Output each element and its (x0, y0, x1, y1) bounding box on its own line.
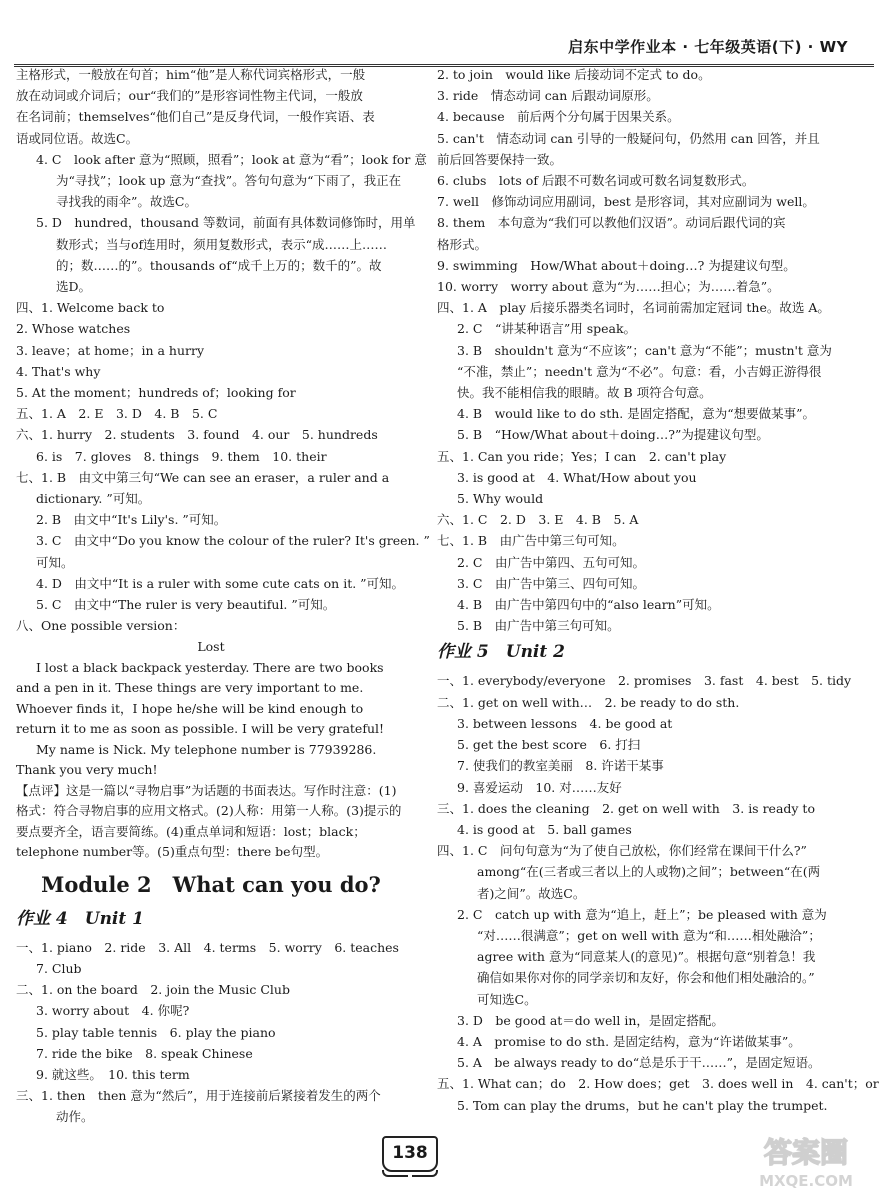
answer-line: 3. ride 情态动词 can 后跟动词原形。 (437, 88, 659, 104)
answer-line: 一、1. everybody/everyone 2. promises 3. fast 4. best 5. tidy (437, 673, 852, 689)
answer-line: 格形式。 (437, 236, 488, 252)
watermark-line2: MXQE.COM (759, 1172, 853, 1190)
right-column (437, 64, 879, 1116)
answer-line: 4. B would like to do sth. 是固定搭配，意为“想要做某事”。 (457, 406, 816, 422)
answer-line: 3. leave；at home；in a hurry (16, 342, 205, 358)
work4-heading: 作业 4 Unit 1 (16, 908, 144, 929)
answer-line: 七、1. B 由文中第三句“We can see an eraser，a ruler and a (16, 469, 390, 485)
answer-line: “不准，禁止”；needn't 意为“不必”。句意：看，小吉姆正游得很 (457, 363, 822, 379)
answer-line: 9. 喜爱运动 10. 对……友好 (457, 779, 622, 795)
answer-line: 5. get the best score 6. 打扫 (457, 737, 641, 753)
answer-line: dictionary. ”可知。 (36, 491, 151, 507)
answer-line: 在名词前；themselves“他们自己”是反身代词，一般作宾语、表 (16, 109, 375, 125)
work5-answers (437, 670, 879, 1115)
answer-line: 动作。 (56, 1109, 94, 1125)
answer-line: 2. B 由文中“It's Lily's. ”可知。 (36, 512, 227, 528)
page-number: 138 (392, 1143, 428, 1163)
left-top-continuation (16, 64, 406, 149)
answer-line: agree with 意为“同意某人(的意见)”。根据句意“别着急！我 (477, 949, 816, 965)
answer-line: 7. 使我们的教室美丽 8. 许诺干某事 (457, 758, 664, 774)
answer-line: 5. D hundred，thousand 等数词，前面有具体数词修饰时，用单 (36, 215, 416, 231)
answer-line: 5. At the moment；hundreds of；looking for (16, 385, 296, 401)
answer-line: 选D。 (56, 279, 92, 295)
answer-line: 5. B 由广告中第三句可知。 (457, 618, 620, 634)
answer-line: 3. C 由文中“Do you know the colour of the ruler? It's green. ” (36, 533, 430, 549)
answer-line: 可知选C。 (477, 991, 537, 1007)
answer-line: 者)之间”。故选C。 (477, 885, 586, 901)
watermark-icon (736, 1128, 876, 1194)
answer-line: 六、1. C 2. D 3. E 4. B 5. A (437, 512, 639, 528)
answer-line: 4. D 由文中“It is a ruler with some cute cats on it. ”可知。 (36, 575, 405, 591)
answer-line: 5. play table tennis 6. play the piano (36, 1024, 276, 1040)
answer-line: 7. well 修饰动词应用副词，best 是形容词，其对应副词为 well。 (437, 194, 815, 210)
answer-line: 三、1. then then 意为“然后”，用于连接前后紧接着发生的两个 (16, 1088, 381, 1104)
answer-line: 4. B 由广告中第四句中的“also learn”可知。 (457, 597, 720, 613)
answer-line: 4. A promise to do sth. 是固定结构，意为“许诺做某事”。 (457, 1033, 801, 1049)
answer-line: 一、1. piano 2. ride 3. All 4. terms 5. worry 6. teaches (16, 939, 399, 955)
right-answers-sections-4-7 (437, 297, 832, 636)
answer-line: 6. clubs lots of 后跟不可数名词或可数名词复数形式。 (437, 173, 755, 189)
answer-line: 四、1. Welcome back to (16, 300, 165, 316)
answer-line: 3. between lessons 4. be good at (457, 715, 673, 731)
left-answers-part3 (16, 149, 427, 297)
answer-line: 四、1. C 问句句意为“为了使自己放松，你们经常在课间干什么?” (437, 843, 807, 859)
answer-line: 9. 就这些。 10. this term (36, 1066, 190, 1082)
left-column (16, 64, 430, 1128)
answer-line: 2. C catch up with 意为“追上，赶上”；be pleased with 意为 (457, 906, 827, 922)
answer-line: 主格形式，一般放在句首；him“他”是人称代词宾格形式，一般 (16, 67, 366, 82)
answer-line: 5. can't 情态动词 can 引导的一般疑问句，仍然用 can 回答，并且 (437, 130, 820, 146)
answer-line: 四、1. A play 后接乐器类名词时，名词前需加定冠词 the。故选 A。 (437, 300, 830, 316)
answer-line: 5. Tom can play the drums，but he can't play the trumpet. (457, 1097, 828, 1113)
essay-paragraph-2: My name is Nick. My telephone number is 77939286. Thank you very much! (16, 741, 377, 778)
answer-line: 三、1. does the cleaning 2. get on well with 3. is ready to (437, 800, 815, 816)
answer-line: 3. C 由广告中第三、四句可知。 (457, 575, 645, 591)
header-title: 启东中学作业本 · 七年级英语(下) · WY (568, 38, 848, 56)
essay-paragraph-1: I lost a black backpack yesterday. There are two books and a pen in it. These things are very important to me. Whoever finds it，I hope he/she will be kind enough to return it to me as soon as possible. I will be very grateful! (16, 659, 385, 737)
answer-line: 五、1. Can you ride；Yes；I can 2. can't play (437, 448, 727, 464)
watermark-logo (736, 1128, 876, 1194)
answer-line: 3. worry about 4. 你呢? (36, 1003, 190, 1019)
essay-title: Lost (197, 639, 225, 655)
answer-line: 确信如果你对你的同学亲切和友好，你会和他们相处融洽的。” (477, 970, 815, 986)
work5-heading: 作业 5 Unit 2 (437, 642, 565, 663)
answer-line: 5. C 由文中“The ruler is very beautiful. ”可知。 (36, 597, 336, 613)
answer-line: 2. C “讲某种语言”用 speak。 (457, 321, 637, 337)
answer-line: 五、1. A 2. E 3. D 4. B 5. C (16, 406, 218, 422)
answer-line: 8. them 本句意为“我们可以教他们汉语”。动词后跟代词的宾 (437, 215, 786, 231)
answer-line: 2. to join would like 后接动词不定式 to do。 (437, 67, 711, 82)
answer-line: 5. B “How/What about＋doing…?”为提建议句型。 (457, 427, 769, 443)
answer-line: 二、1. on the board 2. join the Music Club (16, 982, 290, 998)
answer-line: 2. Whose watches (16, 321, 131, 337)
answer-line: 前后回答要保持一致。 (437, 151, 563, 167)
answer-line: 4. is good at 5. ball games (457, 821, 632, 837)
answer-line: 10. worry worry about 意为“为……担心；为……着急”。 (437, 279, 780, 295)
answer-line: 7. Club (36, 960, 82, 976)
answer-line: 数形式；当与of连用时，须用复数形式，表示“成……上…… (56, 236, 388, 252)
answer-line: 4. That's why (16, 363, 101, 379)
work4-answers (16, 937, 406, 1128)
answer-line: 6. is 7. gloves 8. things 9. them 10. their (36, 448, 327, 464)
answer-line: 六、1. hurry 2. students 3. found 4. our 5. hundreds (16, 427, 378, 443)
answer-line: 7. ride the bike 8. speak Chinese (36, 1045, 253, 1061)
module-heading: Module 2 What can you do? (41, 871, 381, 897)
answer-line: 二、1. get on well with… 2. be ready to do sth. (437, 694, 740, 710)
answer-line: 3. is good at 4. What/How about you (457, 469, 697, 485)
comment-note: 【点评】这是一篇以“寻物启事”为话题的书面表达。写作时注意：(1)格式：符合寻物启事的应用文格式。(2)人称：用第一人称。(3)提示的要点要齐全，语言要简练。(4)重点单词和短语：lost；black；telephone number等。(5)重点句型：there be句型。 (16, 782, 402, 860)
answer-line: 3. B shouldn't 意为“不应该”；can't 意为“不能”；mustn't 意为 (457, 342, 832, 358)
answer-line: 3. D be good at＝do well in，是固定搭配。 (457, 1012, 724, 1028)
answer-line: among“在(三者或三者以上的人或物)之间”；between“在(两 (477, 864, 821, 880)
answer-line: 八、One possible version： (16, 618, 186, 634)
answer-line: 2. C 由广告中第四、五句可知。 (457, 554, 645, 570)
left-answers-sections-4-8 (16, 297, 430, 636)
answer-line: 五、1. What can；do 2. How does；get 3. does well in 4. can't；or (437, 1076, 879, 1092)
answer-line: 9. swimming How/What about＋doing…? 为提建议句型。 (437, 257, 796, 273)
page-number-book-icon (382, 1136, 438, 1172)
answer-line: 寻找我的雨伞”。故选C。 (56, 194, 197, 210)
answer-line: “对……很满意”；get on well with 意为“和……相处融洽”； (477, 927, 821, 943)
answer-line: 5. Why would (457, 491, 544, 507)
right-answers-part3 (437, 64, 819, 297)
answer-line: 语或同位语。故选C。 (16, 130, 139, 146)
answer-line: 4. because 前后两个分句属于因果关系。 (437, 109, 680, 125)
page-header (14, 26, 874, 67)
answer-line: 快。我不能相信我的眼睛。故 B 项符合句意。 (457, 385, 712, 401)
answer-line: 放在动词或介词后；our“我们的”是形容词性物主代词，一般放 (16, 88, 363, 104)
answer-line: 5. A be always ready to do“总是乐于干……”，是固定短语。 (457, 1055, 821, 1071)
watermark-line1: 答案圈 (763, 1136, 849, 1169)
answer-line: 七、1. B 由广告中第三句可知。 (437, 533, 625, 549)
answer-line: 4. C look after 意为“照顾，照看”；look at 意为“看”；look for 意 (36, 151, 427, 167)
answer-line: 的；数……的”。thousands of“成千上万的；数千的”。故 (56, 257, 382, 273)
answer-line: 为“寻找”；look up 意为“查找”。答句句意为“下雨了，我正在 (56, 173, 402, 189)
answer-line: 可知。 (36, 554, 74, 570)
